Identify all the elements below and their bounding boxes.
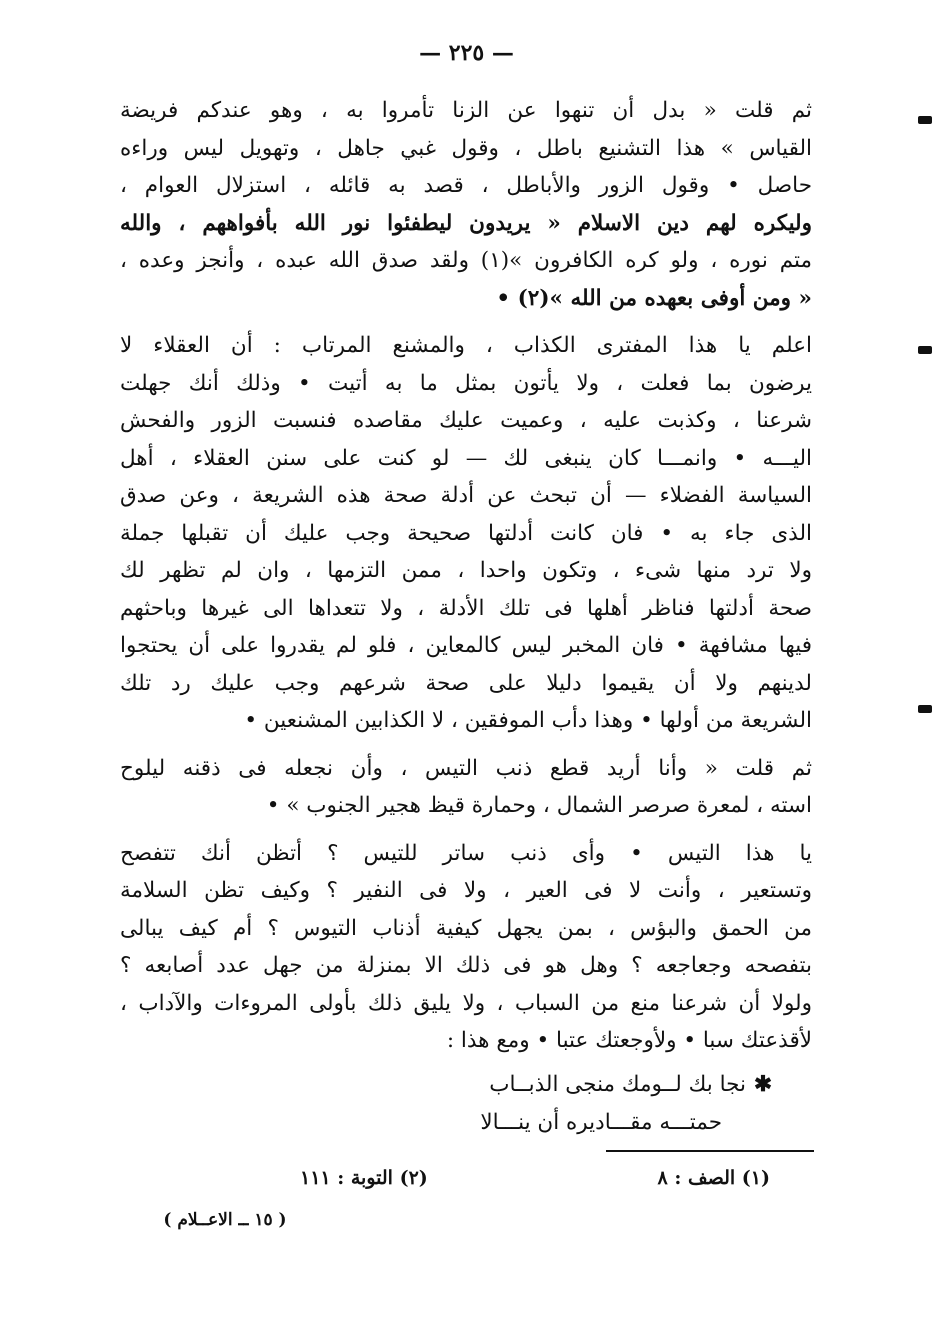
text-line: وليكره لهم دين الاسلام « يريدون ليطفئوا نور الله بأفواههم ، والله (120, 210, 812, 236)
paragraph-2 (120, 327, 812, 740)
text-line: حاصل • وقول الزور والأباطل ، قصد به قائله ، استزلال العوام ، (120, 173, 812, 198)
text-line: متم نوره ، ولو كره الكافرون »(١) ولقد صدق الله عبده ، وأنجز وعده ، (120, 248, 812, 273)
footnote-2: (٢) التوبة : ١١١ (300, 1167, 428, 1189)
text-line: السياسة الفضلاء — أن تبحث عن أدلة صحة هذه الشريعة ، وعن صدق (120, 483, 812, 508)
margin-mark (918, 346, 932, 354)
text-line: القياس » هذا التشنيع باطل ، وقول غبي جاهل ، وتهويل ليس وراءه (120, 135, 812, 161)
verse-hemistich-1: نجا بك لــومك منجى الذبــاب (489, 1071, 746, 1097)
verse-line-2: حمتـــه مقـــاديره أن ينـــالا (480, 1109, 722, 1135)
text-line: اليـــه • وانمـــا كان ينبغى لك — لو كنت على سنن العقلاء ، أهل (120, 445, 812, 471)
text-line: يرضون بما فعلت ، ولا يأتون بمثل ما به أتيت • وذلك أنك جهلت (120, 370, 812, 396)
paragraph-1 (120, 92, 812, 317)
footnote-1: (١) الصف : ٨ (657, 1167, 770, 1189)
body-text (120, 92, 812, 1142)
text-line: « ومن أوفى بعهده من الله »(٢) • (496, 285, 812, 311)
text-line: يا هذا التيس • وأى ذنب ساتر للتيس ؟ أتظن أنك تتفصح (120, 840, 812, 866)
text-line: بتفصحه وجعاجعه ؟ وهل هو فى ذلك الا بمنزلة من جهل عدد أصابعه ؟ (120, 953, 812, 978)
text-line: فيها مشافهة • فان المخبر ليس كالمعاين ، فلو لم يقدروا على أن يحتجوا (120, 633, 812, 658)
text-line: ولا ترد منها شىء ، وتكون واحدا ، ممن التزمها ، وان لم تظهر لك (120, 558, 812, 583)
paragraph-4 (120, 835, 812, 1060)
text-line: ثم قلت « بدل أن تنهوا عن الزنا تأمروا به ، وهو عندكم فريضة (120, 98, 812, 123)
text-line: ثم قلت « وأنا أريد قطع ذنب التيس ، وأن نجعله فى ذقنه ليلوح (120, 755, 812, 781)
text-line: الذى جاء به • فان كانت أدلتها صحيحة وجب عليك أن تقبلها جملة (120, 520, 812, 546)
page-number: — ٢٢٥ — (419, 40, 514, 66)
footnote-divider (606, 1150, 814, 1152)
text-line: اعلم يا هذا المفترى الكذاب ، والمشنع المرتاب : أن العقلاء لا (120, 333, 812, 358)
text-line: استه ، لمعرة صرصر الشمال ، وحمارة قيظ هجير الجنوب » • (266, 793, 812, 818)
signature-mark: ( ١٥ ــ الاعــلام ) (163, 1210, 287, 1230)
text-line: ولولا أن شرعنا منع من السباب ، ولا يليق ذلك بأولى المروءات والآداب ، (120, 990, 812, 1016)
text-line: وتستعير ، وأنت لا فى العير ، ولا فى النفير ؟ وكيف تظن السلامة (120, 878, 812, 903)
paragraph-3 (120, 750, 812, 825)
text-line: لأقذعتك سبا • ولأوجعتك عتبا • ومع هذا : (446, 1028, 812, 1053)
footnotes (300, 1163, 770, 1193)
poetry-verse (120, 1066, 812, 1142)
text-line: الشريعة من أولها • وهذا دأب الموفقين ، لا الكذابين المشنعين • (244, 708, 812, 733)
verse-line-1 (120, 1066, 812, 1104)
text-line: من الحمق والبؤس ، بمن يجهل كيفية أذناب التيوس ؟ أم كيف يبالى (120, 915, 812, 941)
margin-mark (918, 116, 932, 124)
asterisk-icon: ✱ (753, 1071, 772, 1097)
text-line: صحة أدلتها فناظر أهلها فى تلك الأدلة ، ولا تتعداها الى غيرها وباحثهم (120, 595, 812, 621)
text-line: شرعنا ، وكذبت عليه ، وعميت عليك مقاصده فنسبت الزور والفحش (120, 408, 812, 433)
margin-mark (918, 705, 932, 713)
text-line: لدينهم ولا أن يقيموا دليلا على صحة شرعهم وجب عليك رد تلك (120, 670, 812, 696)
